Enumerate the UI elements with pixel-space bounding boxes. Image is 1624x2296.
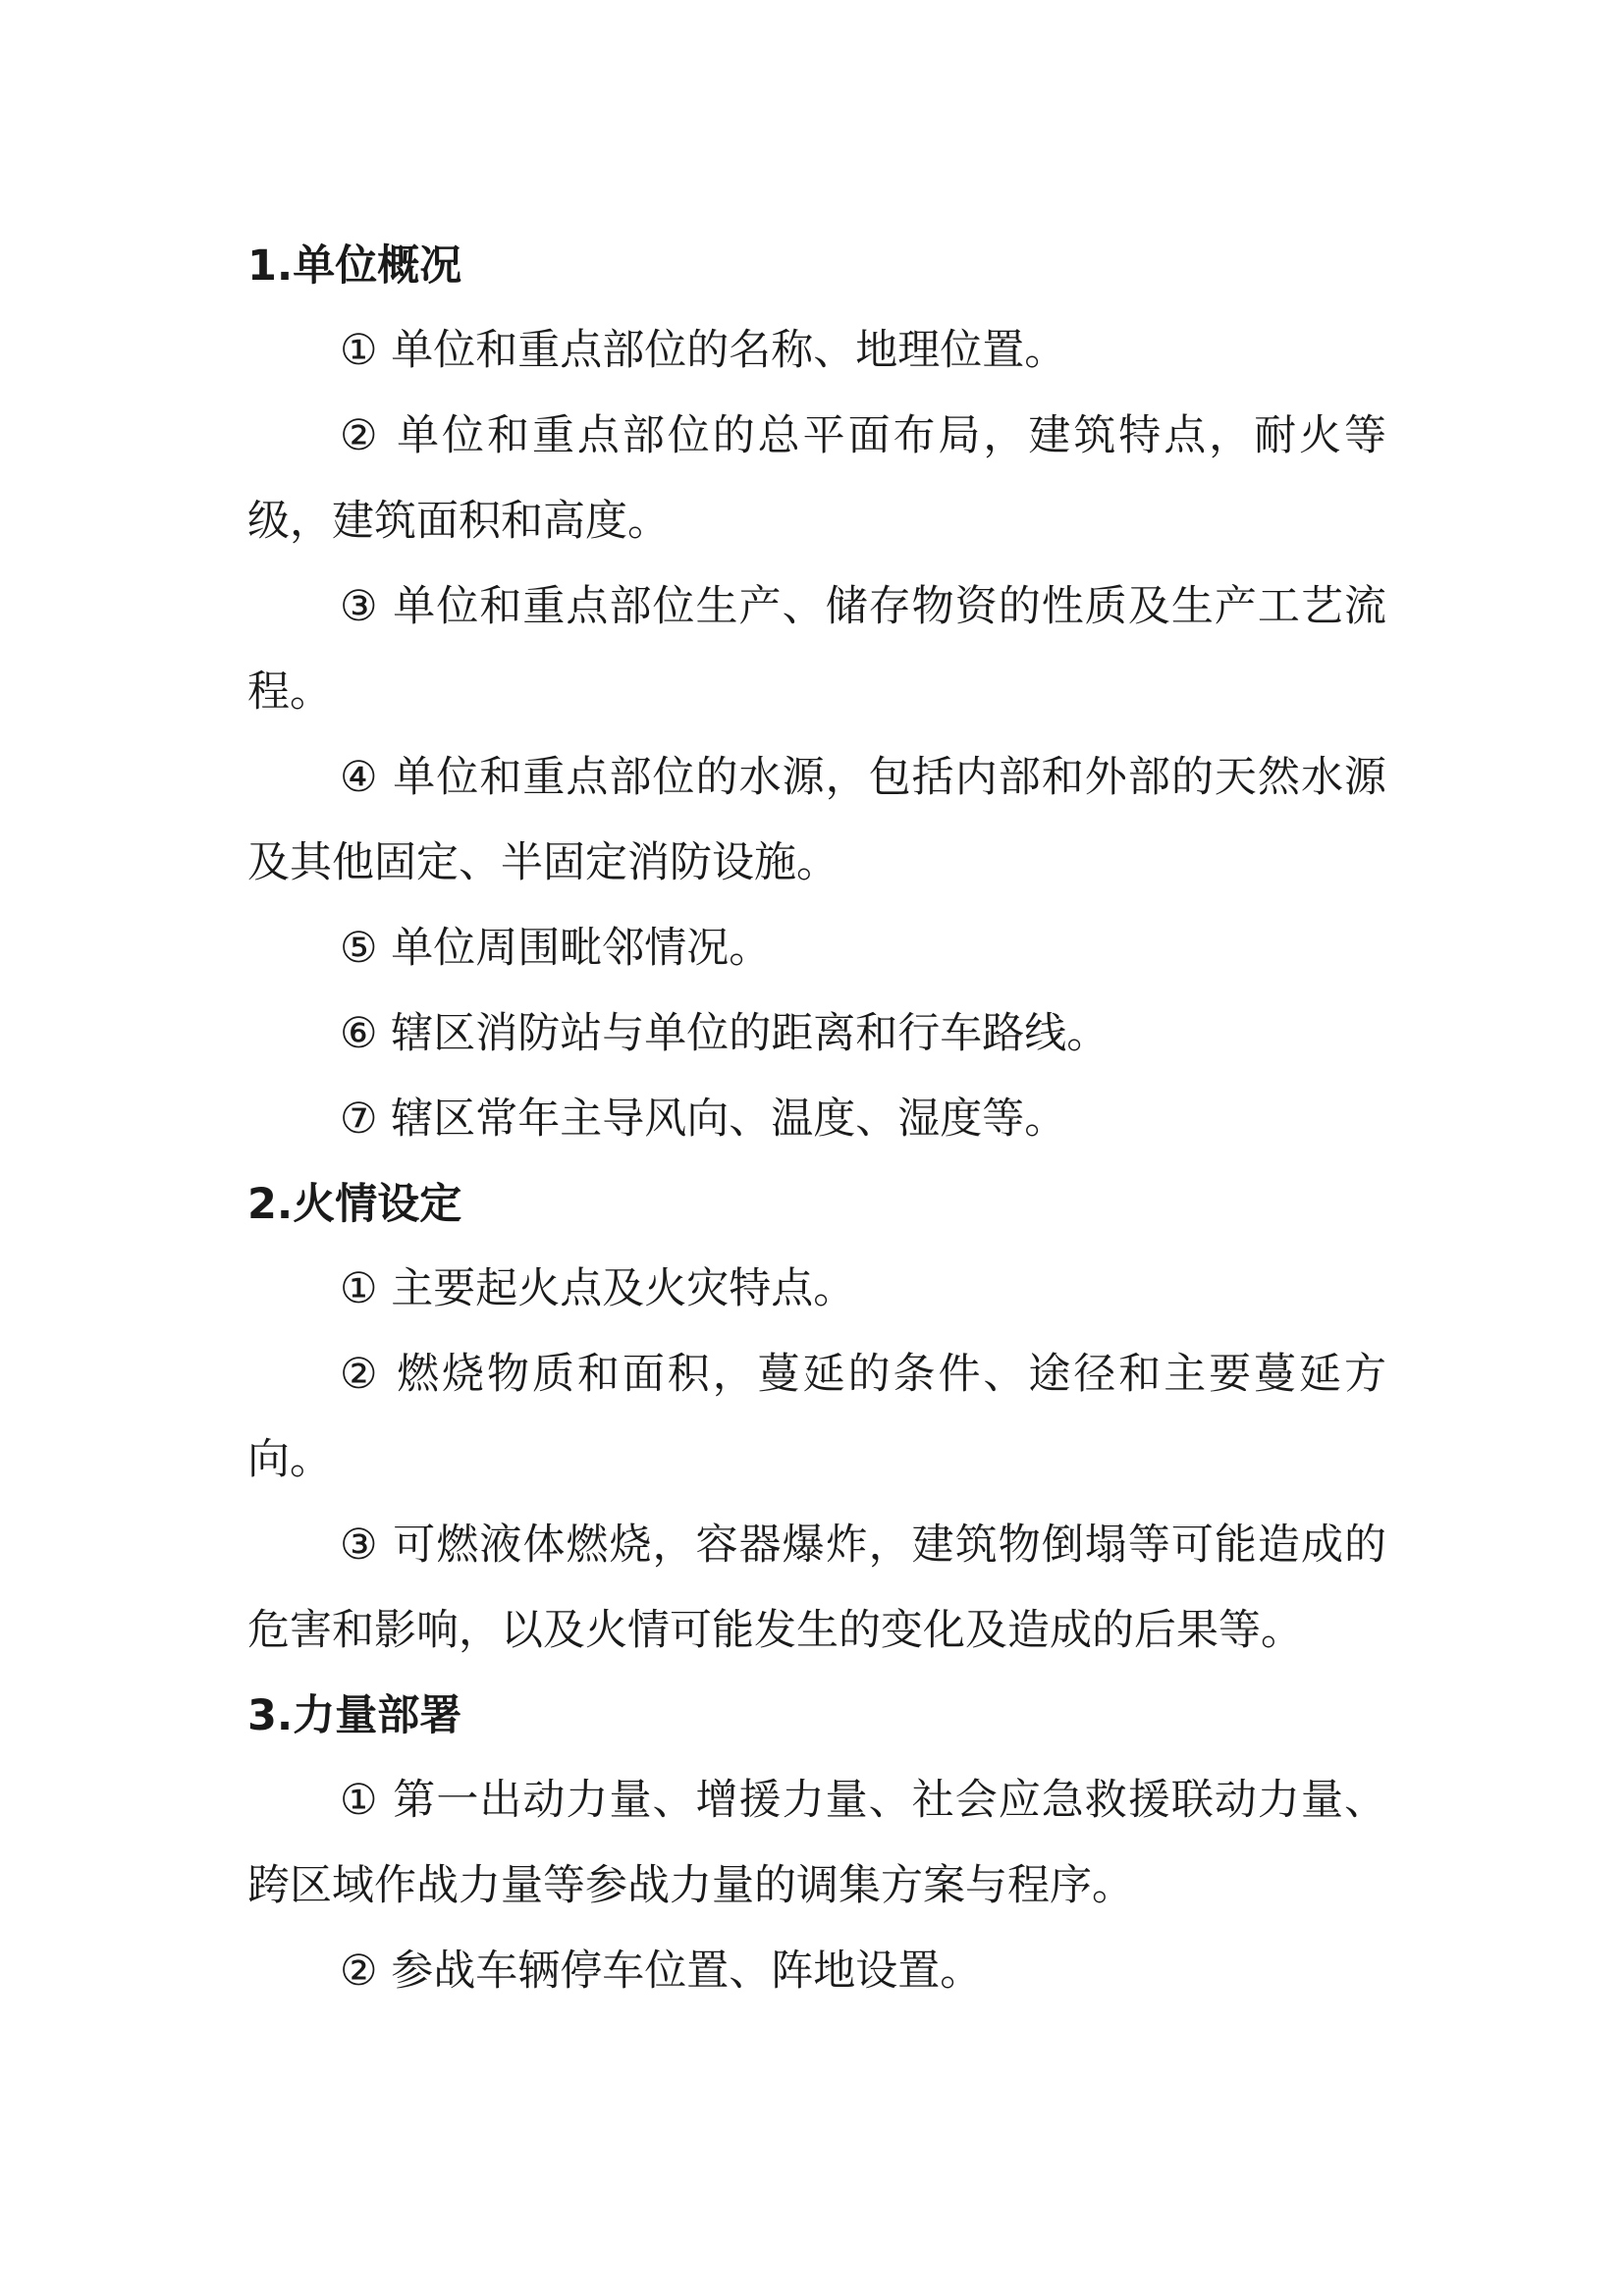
section-heading: 1.单位概况 <box>247 241 462 291</box>
list-item: ⑦ 辖区常年主导风向、温度、湿度等。 <box>340 1095 1067 1144</box>
list-item: ① 主要起火点及火灾特点。 <box>340 1264 856 1313</box>
list-item: ⑥ 辖区消防站与单位的距离和行车路线。 <box>340 1009 1110 1058</box>
section-heading: 2.火情设定 <box>247 1180 462 1229</box>
section-unit-overview <box>247 224 1386 1162</box>
section-heading: 3.力量部署 <box>247 1691 462 1740</box>
list-item: ④ 单位和重点部位的水源，包括内部和外部的天然水源及其他固定、半固定消防设施。 <box>247 753 1386 887</box>
list-item: ② 参战车辆停车位置、阵地设置。 <box>340 1947 983 1996</box>
list-item: ② 单位和重点部位的总平面布局，建筑特点，耐火等级，建筑面积和高度。 <box>247 411 1386 546</box>
list-item: ③ 可燃液体燃烧，容器爆炸，建筑物倒塌等可能造成的危害和影响，以及火情可能发生的变化及造成的后果等。 <box>247 1521 1386 1655</box>
section-force-deployment <box>247 1674 1386 2014</box>
list-item: ① 第一出动力量、增援力量、社会应急救援联动力量、跨区域作战力量等参战力量的调集方案与程序。 <box>247 1776 1386 1910</box>
document-body <box>247 224 1386 2014</box>
list-item: ① 单位和重点部位的名称、地理位置。 <box>340 326 1067 375</box>
list-item: ⑤ 单位周围毗邻情况。 <box>340 924 772 973</box>
section-fire-scenario <box>247 1162 1386 1674</box>
list-item: ② 燃烧物质和面积，蔓延的条件、途径和主要蔓延方向。 <box>247 1350 1386 1484</box>
list-item: ③ 单位和重点部位生产、储存物资的性质及生产工艺流程。 <box>247 582 1386 717</box>
